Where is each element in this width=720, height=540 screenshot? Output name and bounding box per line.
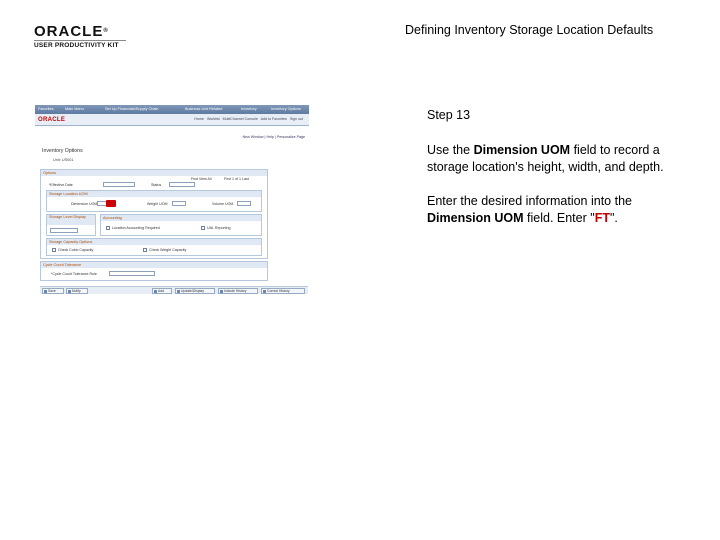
volume-uom-input[interactable] [237,201,251,206]
instruction-paragraph-1 [427,142,697,176]
p2-text-mid: field. Enter " [523,211,595,225]
link-sign-out[interactable]: Sign out [289,117,303,121]
p2-field-name: Dimension UOM [427,211,524,225]
link-multichannel[interactable]: MultiChannel Console [222,117,258,121]
instruction-panel [427,107,697,244]
storage-uom-header: Storage Location UOM [47,191,261,197]
link-add-favorites[interactable]: Add to Favorites [260,117,287,121]
p1-text-start: Use the [427,143,474,157]
include-history-button[interactable]: Include History [218,288,258,294]
storage-uom-group [46,190,262,212]
capacity-header: Storage Capacity Options [47,239,261,245]
weight-capacity-checkbox[interactable] [143,248,147,252]
storage-level-group [46,214,96,236]
oracle-logo-word: ORACLE® [34,23,109,40]
nav-main-menu[interactable]: Main Menu [65,107,84,111]
instruction-paragraph-2 [427,193,697,227]
status-label: Status [151,183,162,187]
effective-date-label: *Effective Date [49,183,73,187]
tolerance-input[interactable] [109,271,155,276]
correct-history-button[interactable]: Correct History [261,288,305,294]
link-new-window[interactable]: New Window [242,135,264,139]
tolerance-label: *Cycle Count Tolerance Rule [51,272,97,276]
document-title: Defining Inventory Storage Location Defaults [405,23,654,37]
nav-setup[interactable]: Set Up Financials/Supply Chain [105,107,159,111]
nav-favorites[interactable]: Favorites [38,107,54,111]
save-button[interactable]: Save [42,288,64,294]
effective-date-input[interactable] [103,182,135,187]
cubic-capacity-checkbox[interactable] [52,248,56,252]
mini-oracle-logo: ORACLE [38,117,66,123]
cycle-count-group [40,261,268,281]
pager[interactable]: First 1 of 1 Last [224,177,249,181]
link-home[interactable]: Home [194,117,204,121]
accounting-header: Accounting [101,215,261,221]
storage-level-header: Storage Level Display [47,215,95,225]
location-accounting-label: Location Accounting Required [112,226,160,230]
link-help[interactable]: Help [266,135,274,139]
unit-label: Unit: US001 [53,158,74,162]
location-accounting-checkbox[interactable] [106,226,110,230]
page-title: Inventory Options [42,148,83,154]
link-worklist[interactable]: Worklist [206,117,220,121]
ual-reporting-checkbox[interactable] [201,226,205,230]
cycle-count-header: Cycle Count Tolerance [41,262,267,268]
dimension-uom-label: Dimension UOM [71,202,98,206]
cubic-capacity-label: Check Cubic Capacity [58,248,94,252]
p2-text-start: Enter the desired information into the [427,194,632,208]
find-view-all[interactable]: Find View All [191,177,212,181]
notify-button[interactable]: Notify [66,288,88,294]
storage-level-select[interactable] [50,228,78,233]
status-select[interactable] [169,182,195,187]
button-bar [40,286,308,294]
menu-bar [35,105,309,114]
p1-text-end: field to record a storage location's height, width, and depth. [427,143,664,174]
header-links [194,117,303,121]
options-group [40,169,268,259]
add-button[interactable]: Add [152,288,172,294]
dimension-uom-highlight [106,200,116,207]
nav-bu-related[interactable]: Business Unit Related [185,107,223,111]
nav-inventory[interactable]: Inventory [241,107,257,111]
application-screenshot [35,105,309,295]
accounting-group [100,214,262,236]
p2-text-end: ". [609,211,618,225]
page-links: New Window | Help | Personalize Page [242,135,305,139]
weight-uom-label: Weight UOM [147,202,168,206]
weight-uom-input[interactable] [172,201,186,206]
weight-capacity-label: Check Weight Capacity [149,248,187,252]
capacity-group [46,238,262,256]
oracle-upk-logo [34,24,124,49]
options-group-header: Options [41,170,267,176]
step-label: Step 13 [427,108,471,122]
header-bar [35,114,309,126]
update-display-button[interactable]: Update/Display [175,288,215,294]
p2-entry-value: FT [594,211,610,225]
upk-logo-subtitle: USER PRODUCTIVITY KIT [34,40,126,49]
ual-reporting-label: UAL Reporting [207,226,231,230]
link-personalize[interactable]: Personalize Page [276,135,305,139]
nav-inventory-options[interactable]: Inventory Options [271,107,301,111]
p1-field-name: Dimension UOM [473,143,571,157]
volume-uom-label: Volume UOM [212,202,234,206]
